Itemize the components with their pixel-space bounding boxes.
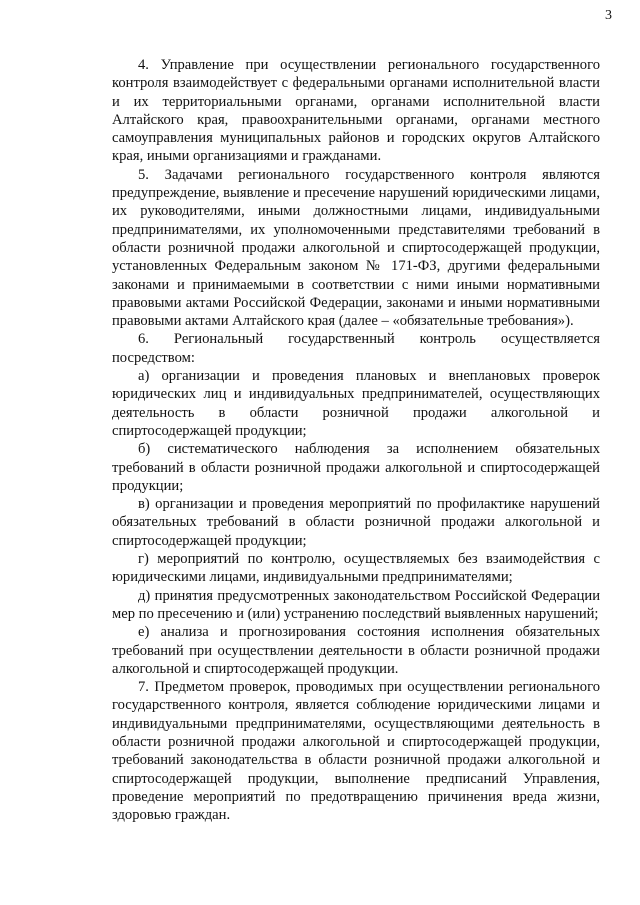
paragraph-7: 7. Предметом проверок, проводимых при осуществлении регионального государственного контроля, является соблюдение юридическими лицами и индивидуальными предпринимателями, осуществляющими деятельность в области розничной продажи алкогольной и спиртосодержащей продукции, требований законодательства в области розничной продажи алкогольной и спиртосодержащей продукции, выполнение предписаний Управления, проведение мероприятий по предотвращению причинения вреда жизни, здоровью граждан. (112, 679, 600, 824)
list-item-d: д) принятия предусмотренных законодательством Российской Федерации мер по пресечению и (или) устранению последствий выявленных нарушений; (112, 587, 600, 622)
paragraph-5: 5. Задачами регионального государственного контроля являются предупреждение, выявление и пресечение нарушений юридическими лицами, их руководителями, иными должностными лицами, индивидуальными предпринимателями, их уполномоченными представителями требований в области розничной продажи алкогольной и спиртосодержащей продукции, установленных Федеральным законом № 171-ФЗ, другими федеральными законами и принимаемыми в соответствии с ними иными нормативными правовыми актами Российской Федерации, законами и иными нормативными правовыми актами Алтайского края (далее – «обязательные требования»). (112, 166, 600, 330)
document-body (112, 56, 600, 824)
list-item-v: в) организации и проведения мероприятий по профилактике нарушений обязательных требований в области розничной продажи алкогольной и спиртосодержащей продукции; (112, 496, 600, 549)
paragraph-4: 4. Управление при осуществлении регионального государственного контроля взаимодействует с федеральными органами исполнительной власти и их территориальными органами, органами исполнительной власти Алтайского края, правоохранительными органами, органами местного самоуправления муниципальных районов и городских округов Алтайского края, иными организациями и гражданами. (112, 57, 600, 165)
paragraph-6: 6. Региональный государственный контроль осуществляется посредством: (112, 331, 600, 366)
list-item-a: а) организации и проведения плановых и внеплановых проверок юридических лиц и индивидуальных предпринимателей, осуществляющих деятельность в области розничной продажи алкогольной и спиртосодержащей продукции; (112, 368, 600, 439)
page-number: 3 (605, 8, 612, 23)
list-item-b: б) систематического наблюдения за исполнением обязательных требований в области розничной продажи алкогольной и спиртосодержащей продукции; (112, 441, 600, 494)
list-item-g: г) мероприятий по контролю, осуществляемых без взаимодействия с юридическими лицами, индивидуальными предпринимателями; (112, 551, 600, 586)
list-item-e: е) анализа и прогнозирования состояния исполнения обязательных требований при осуществлении деятельности в области розничной продажи алкогольной и спиртосодержащей продукции. (112, 624, 600, 677)
